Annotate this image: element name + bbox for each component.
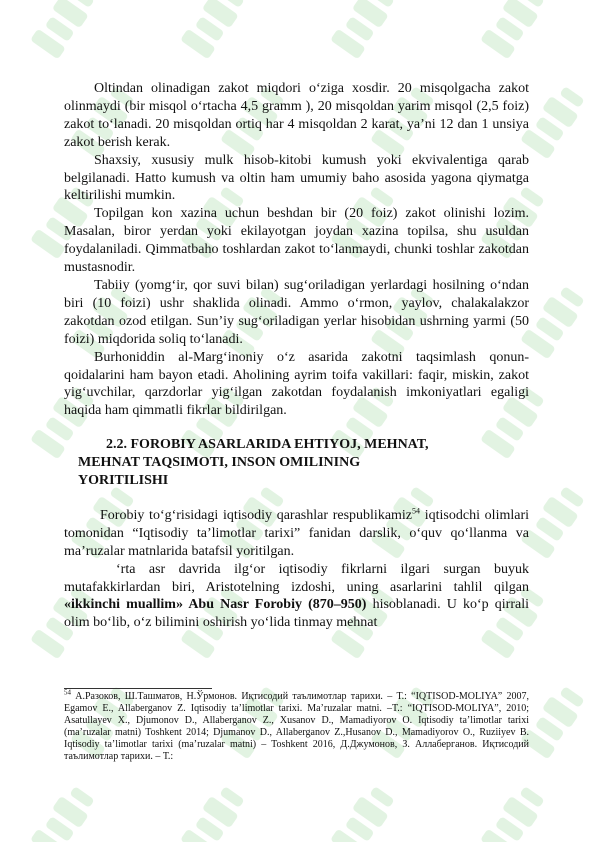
document-page [64,80,529,632]
watermark-mark [520,683,588,760]
watermark-mark [30,783,98,842]
section-heading [64,436,529,490]
paragraph-forobiy-views [64,507,529,561]
heading-line-2: MEHNAT TAQSIMOTI, INSON OMILINING [78,455,361,471]
paragraph-forobiy-text-after: iqtisodchi olimlari tomonidan “Iqtisodiy ta’limotlar tarixi” fanidan darslik, o‘quv qo‘llanma va ma’ruzalar matnlarida batafsil yoritilgan. [64,507,530,559]
paragraph-forobiy-text: Forobiy to‘g‘risidagi iqtisodiy qarashlar respublikamiz [100,507,413,523]
footnote [64,688,529,763]
footnote-mark: 54 [64,688,71,697]
heading-line-1: 2.2. FOROBIY ASARLARIDA EHTIYOJ, MEHNAT, [106,437,429,453]
paragraph-treasure: Topilgan kon xazina uchun beshdan bir (20 foiz) zakot olinishi lozim. Masalan, biror yerdan yoki ekilayotgan joydan xazina topilsa, shu usuldan foydalaniladi. Qimmatbaho toshlardan zakot to‘lanmaydi, chunki toshlar zakotdan mustasnodir. [64,206,529,276]
watermark-mark [330,0,398,60]
watermark-mark [520,83,588,160]
watermark-mark [520,483,588,560]
bold-second-teacher: «ikkinchi muallim» [64,597,183,613]
paragraph-gold-zakat: Oltindan olinadigan zakot miqdori o‘ziga xosdir. 20 misqolgacha zakot olinmaydi (bir misqol o‘rtacha 4,5 gramm ), 20 misqoldan yarim misqol (2,5 foiz) zakot to‘lanadi. 20 misqoldan ortiq har 4 misqoldan 2 karat, ya’ni 12 dan 1 unsiya zakot berish kerak. [64,81,529,150]
watermark-mark [480,783,548,842]
watermark-mark [30,0,98,60]
watermark-mark [330,783,398,842]
paragraph-middle-ages-text: ‘rta asr davrida ilg‘or iqtisodiy fikrlarni ilgari surgan buyuk mutafakkirlardan biri, Aristotelning izdoshi, uning asarlarini tahlil qilgan [64,561,529,595]
footnote-divider [64,688,212,689]
paragraph-private-property: Shaxsiy, xususiy mulk hisob-kitobi kumush yoki ekvivalentiga qarab belgilanadi. Hatto kumush va oltin ham umumiy baho asosida yagona qiymatga keltirilishi mumkin. [64,152,529,204]
bold-abu-nasr: Abu Nasr Forobiy (870–950) [182,597,367,613]
paragraph-marginoniy: Burhoniddin al-Marg‘inoniy o‘z asarida zakotni taqsimlash qonun-qoidalarini ham bayon etadi. Aholining ayrim toifa vakillari: faqir, miskin, zakot yig‘uvchilar, qarzdorlar yig‘ilgan zakotdan foydalanish imkoniyatlari egaligi haqida ham qimmatli fikrlar bildirilgan. [64,349,529,419]
paragraph-irrigated-lands: Tabiiy (yomg‘ir, qor suvi bilan) sug‘oriladigan yerlardagi hosilning o‘ndan biri (10 foizi) ushr shaklida olinadi. Ammo o‘rmon, yaylov, chalakalakzor zakotdan ozod etilgan. Sun’iy sug‘oriladigan yerlar hisobidan ushrning yarmi (50 foizi) miqdorida soliq to‘lanadi. [64,277,529,347]
footnote-text: А.Разоков, Ш.Ташматов, Н.Ўрмонов. Иқтисодий таълимотлар тарихи. – Т.: “IQTISOD-MOLIYA” 2007, Egamov E., Allaberganov Z. Iqtisodiy ta’limotlar tarixi. Ma’ruzalar matni. –T.: “IQTISOD-MOLIYA”, 2010; Asatullayev X., Djumonov D., Allaberganov Z., Xusanov D., Mamadiyorov O. Iqtisodiy ta’limotlar tarixi (ma’ruzalar matni) Toshkent 2014; Djumanov D., Allaberganov Z.,Husanov D., Mamadiyorov O., Ruziiyev B. Iqtisodiy ta’limotlar tarixi (ma’ruzalar matni) – Toshkent 2016, Д.Джумонов, З. Аллаберганов. Иқтисодий таълимотлар тарихи. – Т.: [64,691,529,762]
watermark-mark [180,0,248,60]
paragraph-middle-ages-text-after: hisoblanadi. U ko‘p qirrali olim bo‘lib, o‘z bilimini oshirish yo‘lida tinmay mehnat [64,597,529,631]
heading-line-3: YORITILISHI [78,473,169,489]
watermark-mark [520,283,588,360]
watermark-mark [480,0,548,60]
footnote-reference[interactable]: 54 [412,506,421,516]
paragraph-middle-ages [64,561,529,633]
watermark-mark [180,783,248,842]
